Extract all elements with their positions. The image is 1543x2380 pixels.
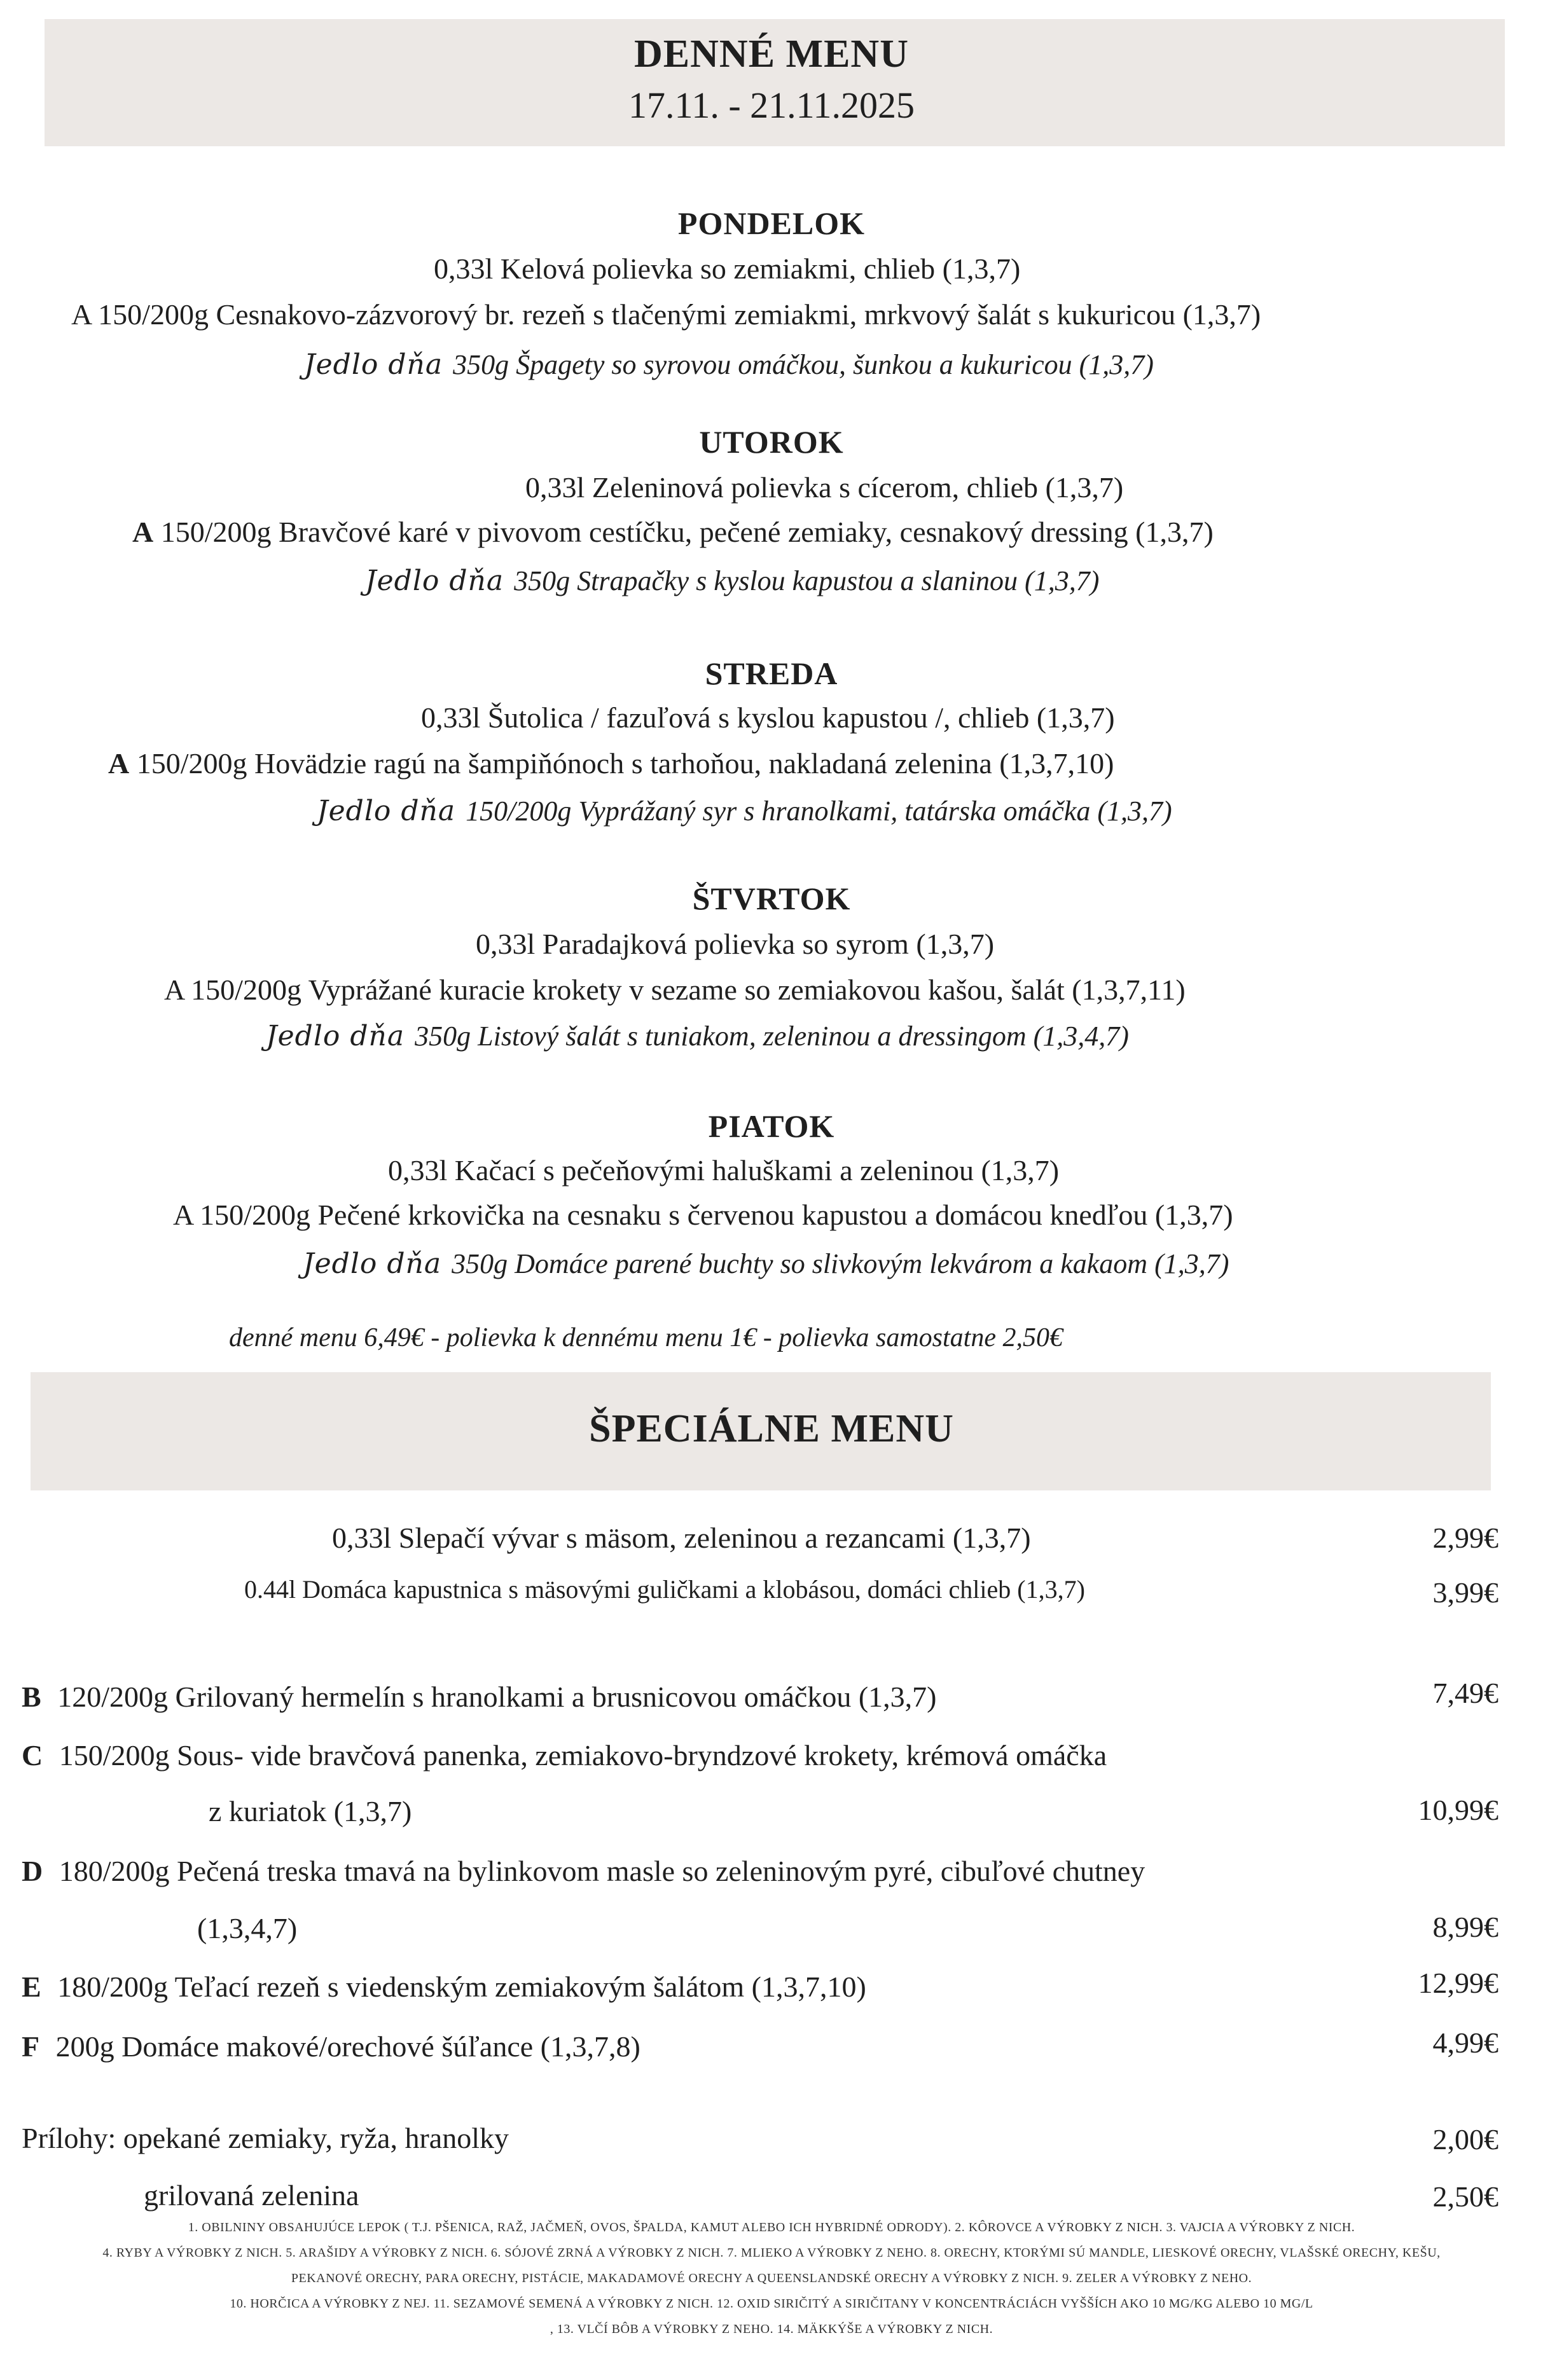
special-item-c-cont: z kuriatok (1,3,7) bbox=[209, 1795, 412, 1827]
special-soup-1-price: 2,99€ bbox=[1432, 1522, 1498, 1554]
wednesday-soup: 0,33l Šutolica / fazuľová s kyslou kapustou /, chlieb (1,3,7) bbox=[421, 701, 1115, 734]
dish-of-day-text: 350g Domáce parené buchty so slivkovým lekvárom a kakaom (1,3,7) bbox=[452, 1248, 1229, 1279]
sides-line-2: grilovaná zelenina bbox=[144, 2179, 359, 2211]
special-item-c bbox=[22, 1738, 1107, 1772]
tuesday-soup: 0,33l Zeleninová polievka s cícerom, chlieb (1,3,7) bbox=[525, 471, 1124, 504]
day-heading-friday: PIATOK bbox=[708, 1108, 835, 1144]
menu-dates: 17.11. - 21.11.2025 bbox=[628, 85, 915, 126]
allergen-line-3: PEKANOVÉ ORECHY, PARA ORECHY, PISTÁCIE, MAKADAMOVÉ ORECHY A QUEENSLANDSKÉ ORECHY A VÝROBKY Z NICH. 9. ZELER A VÝROBKY Z NEHO. bbox=[291, 2271, 1252, 2285]
dish-of-day-text: 350g Špagety so syrovou omáčkou, šunkou a kukuricou (1,3,7) bbox=[453, 349, 1154, 380]
dish-of-day-label: Jedlo dňa bbox=[365, 565, 504, 597]
special-item-e-price: 12,99€ bbox=[1418, 1967, 1498, 1999]
special-menu-title: ŠPECIÁLNE MENU bbox=[589, 1407, 954, 1450]
dish-of-day-text: 150/200g Vyprážaný syr s hranolkami, tatárska omáčka (1,3,7) bbox=[466, 795, 1172, 827]
sides-price-2: 2,50€ bbox=[1432, 2180, 1498, 2213]
item-label: B bbox=[22, 1681, 41, 1713]
allergen-line-2: 4. RYBY A VÝROBKY Z NICH. 5. ARAŠIDY A VÝROBKY Z NICH. 6. SÓJOVÉ ZRNÁ A VÝROBKY Z NICH. 7. MLIEKO A VÝROBKY Z NEHO. 8. ORECHY, KTORÝMI SÚ MANDLE, LIESKOVÉ ORECHY, VLAŠSKÉ ORECHY, KEŠU, bbox=[102, 2246, 1441, 2260]
special-item-f bbox=[22, 2030, 640, 2063]
dish-of-day-text: 350g Listový šalát s tuniakom, zeleninou a dressingom (1,3,4,7) bbox=[415, 1021, 1129, 1052]
friday-main: A 150/200g Pečené krkovička na cesnaku s červenou kapustou a domácou knedľou (1,3,7) bbox=[173, 1199, 1233, 1231]
special-soup-2-price: 3,99€ bbox=[1432, 1576, 1498, 1609]
monday-main: A 150/200g Cesnakovo-zázvorový br. rezeň s tlačenými zemiakmi, mrkvový šalát s kukuricou (1,3,7) bbox=[71, 298, 1261, 331]
special-item-d-price: 8,99€ bbox=[1432, 1911, 1498, 1943]
dish-of-day-label: Jedlo dňa bbox=[266, 1020, 405, 1052]
page-title: DENNÉ MENU bbox=[634, 32, 909, 76]
wednesday-dish-of-day bbox=[317, 795, 1172, 827]
tuesday-dish-of-day bbox=[365, 565, 1099, 597]
dish-of-day-label: Jedlo dňa bbox=[303, 1248, 442, 1280]
item-label: C bbox=[22, 1739, 43, 1771]
dish-of-day-label: Jedlo dňa bbox=[317, 795, 456, 827]
special-item-b-price: 7,49€ bbox=[1432, 1677, 1498, 1709]
special-item-f-price: 4,99€ bbox=[1432, 2026, 1498, 2059]
thursday-dish-of-day bbox=[266, 1020, 1129, 1052]
special-soup-1: 0,33l Slepačí vývar s mäsom, zeleninou a rezancami (1,3,7) bbox=[332, 1522, 1031, 1554]
pricing-note: denné menu 6,49€ - polievka k dennému menu 1€ - polievka samostatne 2,50€ bbox=[229, 1323, 1063, 1352]
tuesday-main bbox=[132, 515, 1214, 549]
special-item-b bbox=[22, 1680, 936, 1714]
allergen-line-1: 1. OBILNINY OBSAHUJÚCE LEPOK ( T.J. PŠENICA, RAŽ, JAČMEŇ, OVOS, ŠPALDA, KAMUT ALEBO ICH HYBRIDNÉ ODRODY). 2. KÔROVCE A VÝROBKY Z NICH. 3. VAJCIA A VÝROBKY Z NICH. bbox=[188, 2220, 1355, 2234]
special-item-d bbox=[22, 1854, 1145, 1888]
day-heading-wednesday: STREDA bbox=[705, 656, 838, 691]
item-text: 200g Domáce makové/orechové šúľance (1,3,7,8) bbox=[55, 2030, 640, 2063]
day-heading-thursday: ŠTVRTOK bbox=[692, 881, 851, 916]
item-label: D bbox=[22, 1855, 43, 1887]
allergen-line-5: , 13. VLČÍ BÔB A VÝROBKY Z NEHO. 14. MÄKKÝŠE A VÝROBKY Z NICH. bbox=[550, 2322, 993, 2336]
item-text: 180/200g Pečená treska tmavá na bylinkovom masle so zeleninovým pyré, cibuľové chutney bbox=[59, 1855, 1145, 1887]
special-item-c-price: 10,99€ bbox=[1418, 1794, 1498, 1826]
main-label: A bbox=[132, 516, 154, 548]
thursday-soup: 0,33l Paradajková polievka so syrom (1,3,7) bbox=[476, 928, 995, 960]
sides-price-1: 2,00€ bbox=[1432, 2123, 1498, 2156]
item-label: E bbox=[22, 1971, 41, 2003]
day-heading-tuesday: UTOROK bbox=[699, 424, 844, 460]
dish-of-day-label: Jedlo dňa bbox=[304, 348, 443, 381]
item-text: 120/200g Grilovaný hermelín s hranolkami a brusnicovou omáčkou (1,3,7) bbox=[57, 1681, 937, 1713]
thursday-main: A 150/200g Vyprážané kuracie krokety v sezame so zemiakovou kašou, šalát (1,3,7,11) bbox=[164, 973, 1186, 1006]
main-text: 150/200g Hovädzie ragú na šampiňónoch s tarhoňou, nakladaná zelenina (1,3,7,10) bbox=[136, 747, 1114, 780]
special-soup-2: 0.44l Domáca kapustnica s mäsovými guličkami a klobásou, domáci chlieb (1,3,7) bbox=[244, 1575, 1085, 1604]
friday-soup: 0,33l Kačací s pečeňovými haluškami a zeleninou (1,3,7) bbox=[388, 1154, 1060, 1187]
main-label: A bbox=[108, 747, 130, 780]
main-text: 150/200g Bravčové karé v pivovom cestíčku, pečené zemiaky, cesnakový dressing (1,3,7) bbox=[160, 516, 1214, 548]
allergen-line-4: 10. HORČICA A VÝROBKY Z NEJ. 11. SEZAMOVÉ SEMENÁ A VÝROBKY Z NICH. 12. OXID SIRIČITÝ A SIRIČITANY V KONCENTRÁCIÁCH VYŠŠÍCH AKO 10 MG/KG ALEBO 10 MG/L bbox=[230, 2297, 1313, 2311]
wednesday-main bbox=[108, 746, 1114, 780]
special-item-d-cont: (1,3,4,7) bbox=[197, 1912, 298, 1944]
sides-line-1: Prílohy: opekané zemiaky, ryža, hranolky bbox=[22, 2122, 509, 2154]
item-label: F bbox=[22, 2030, 40, 2063]
day-heading-monday: PONDELOK bbox=[677, 205, 866, 241]
special-item-e bbox=[22, 1970, 866, 2004]
monday-dish-of-day bbox=[304, 348, 1154, 381]
monday-soup: 0,33l Kelová polievka so zemiakmi, chlieb (1,3,7) bbox=[434, 252, 1021, 285]
friday-dish-of-day bbox=[303, 1248, 1229, 1280]
item-text: 180/200g Teľací rezeň s viedenským zemiakovým šalátom (1,3,7,10) bbox=[57, 1971, 866, 2003]
dish-of-day-text: 350g Strapačky s kyslou kapustou a slaninou (1,3,7) bbox=[514, 565, 1100, 596]
item-text: 150/200g Sous- vide bravčová panenka, zemiakovo-bryndzové krokety, krémová omáčka bbox=[59, 1739, 1107, 1771]
